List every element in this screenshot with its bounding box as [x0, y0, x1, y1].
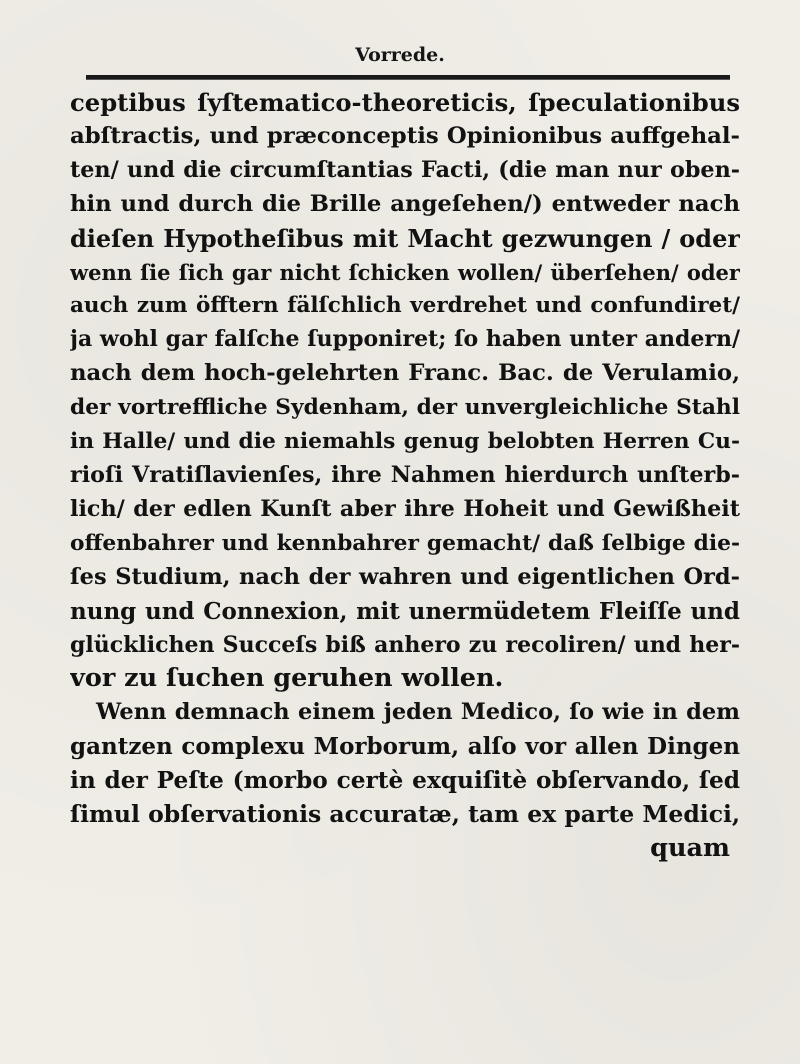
- running-head: Vorrede.: [355, 44, 445, 66]
- text-line: der vortreffliche Sydenham, der unvergleichliche Stahl: [70, 395, 740, 421]
- text-line: nung und Connexion, mit unermüdetem Fleiſſe und: [70, 597, 740, 625]
- text-line: auch zum öfftern fälſchlich verdrehet und confundiret/: [70, 293, 740, 319]
- text-line: dieſen Hypotheſibus mit Macht gezwungen / oder: [70, 223, 740, 253]
- text-line: in Halle/ und die niemahls genug belobten Herren Cu-: [70, 429, 740, 455]
- text-line: ceptibus ſyſtematico-theoreticis, ſpeculationibus: [70, 88, 740, 117]
- text-line: ſes Studium, nach der wahren und eigentlichen Ord-: [70, 563, 740, 590]
- header-rule: [86, 75, 730, 80]
- text-line: lich/ der edlen Kunſt aber ihre Hoheit und Gewißheit: [70, 495, 740, 522]
- text-line: ſimul obſervationis accuratæ, tam ex parte Medici,: [70, 800, 740, 829]
- text-line: ja wohl gar falſche ſupponiret; ſo haben unter andern/: [70, 326, 740, 353]
- text-line: Wenn demnach einem jeden Medico, ſo wie in dem: [96, 699, 740, 726]
- body-text: [70, 86, 740, 866]
- text-line: gantzen complexu Morborum, alſo vor allen Dingen: [70, 733, 740, 761]
- text-line: offenbahrer und kennbahrer gemacht/ daß ſelbige die-: [70, 530, 740, 556]
- text-line: vor zu ſuchen geruhen wollen.: [70, 663, 504, 694]
- text-line: ten/ und die circumſtantias Facti, (die man nur oben-: [70, 156, 740, 183]
- text-line: nach dem hoch-gelehrten Franc. Bac. de Verulamio,: [70, 360, 740, 387]
- text-line: glücklichen Succeſs biß anhero zu recoliren/ und her-: [70, 631, 740, 658]
- text-line: rioſi Vratiſlavienſes, ihre Nahmen hierdurch unſterb-: [70, 461, 740, 488]
- text-line: abſtractis, und præconceptis Opinionibus auffgehal-: [70, 122, 740, 149]
- catchword: quam: [650, 832, 730, 863]
- text-line: wenn ſie ſich gar nicht ſchicken wollen/ überſehen/ oder: [70, 259, 740, 285]
- text-line: in der Peſte (morbo certè exquiſitè obſervando, ſed: [70, 767, 740, 795]
- text-line: hin und durch die Brille angeſehen/) entweder nach: [70, 190, 740, 217]
